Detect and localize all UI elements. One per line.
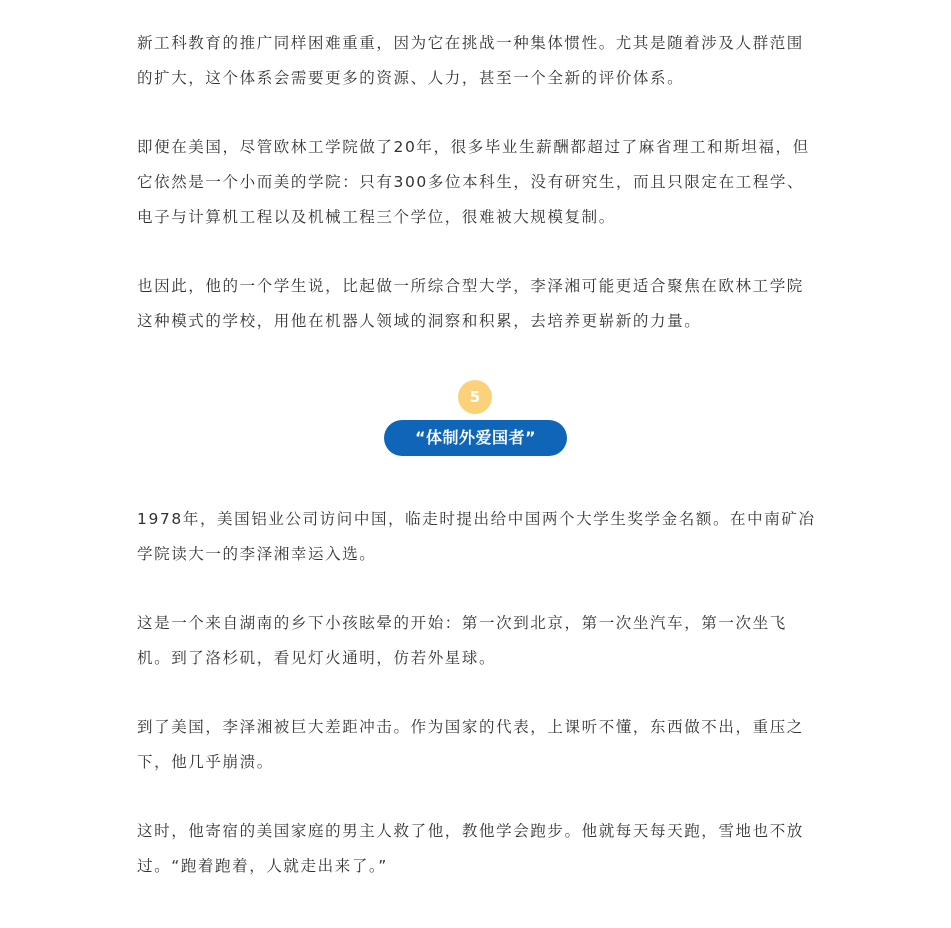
paragraph: 也因此，他的一个学生说，比起做一所综合型大学，李泽湘可能更适合聚焦在欧林工学院这种模式的学校，用他在机器人领域的洞察和积累，去培养更崭新的力量。 — [137, 277, 804, 330]
paragraph: 这时，他寄宿的美国家庭的男主人救了他，教他学会跑步。他就每天每天跑，雪地也不放过。“跑着跑着，人就走出来了。” — [137, 822, 804, 875]
paragraph: 到了美国，李泽湘被巨大差距冲击。作为国家的代表，上课听不懂，东西做不出，重压之下，他几乎崩溃。 — [137, 718, 804, 771]
section-heading — [0, 380, 951, 460]
paragraph: 新工科教育的推广同样困难重重，因为它在挑战一种集体惯性。尤其是随着涉及人群范围的扩大，这个体系会需要更多的资源、人力，甚至一个全新的评价体系。 — [137, 34, 804, 87]
paragraph: 这是一个来自湖南的乡下小孩眩晕的开始：第一次到北京，第一次坐汽车，第一次坐飞机。到了洛杉矶，看见灯火通明，仿若外星球。 — [137, 614, 787, 667]
paragraph: 1978年，美国铝业公司访问中国，临走时提出给中国两个大学生奖学金名额。在中南矿冶学院读大一的李泽湘幸运入选。 — [137, 510, 816, 563]
section-number-badge: 5 — [458, 380, 492, 414]
paragraph: 即便在美国，尽管欧林工学院做了20年，很多毕业生薪酬都超过了麻省理工和斯坦福，但它依然是一个小而美的学院：只有300多位本科生，没有研究生，而且只限定在工程学、电子与计算机工程以及机械工程三个学位，很难被大规模复制。 — [137, 138, 810, 226]
section-title-pill: “体制外爱国者” — [384, 420, 567, 456]
article-section-after — [137, 502, 817, 884]
article-section-before — [137, 26, 817, 339]
